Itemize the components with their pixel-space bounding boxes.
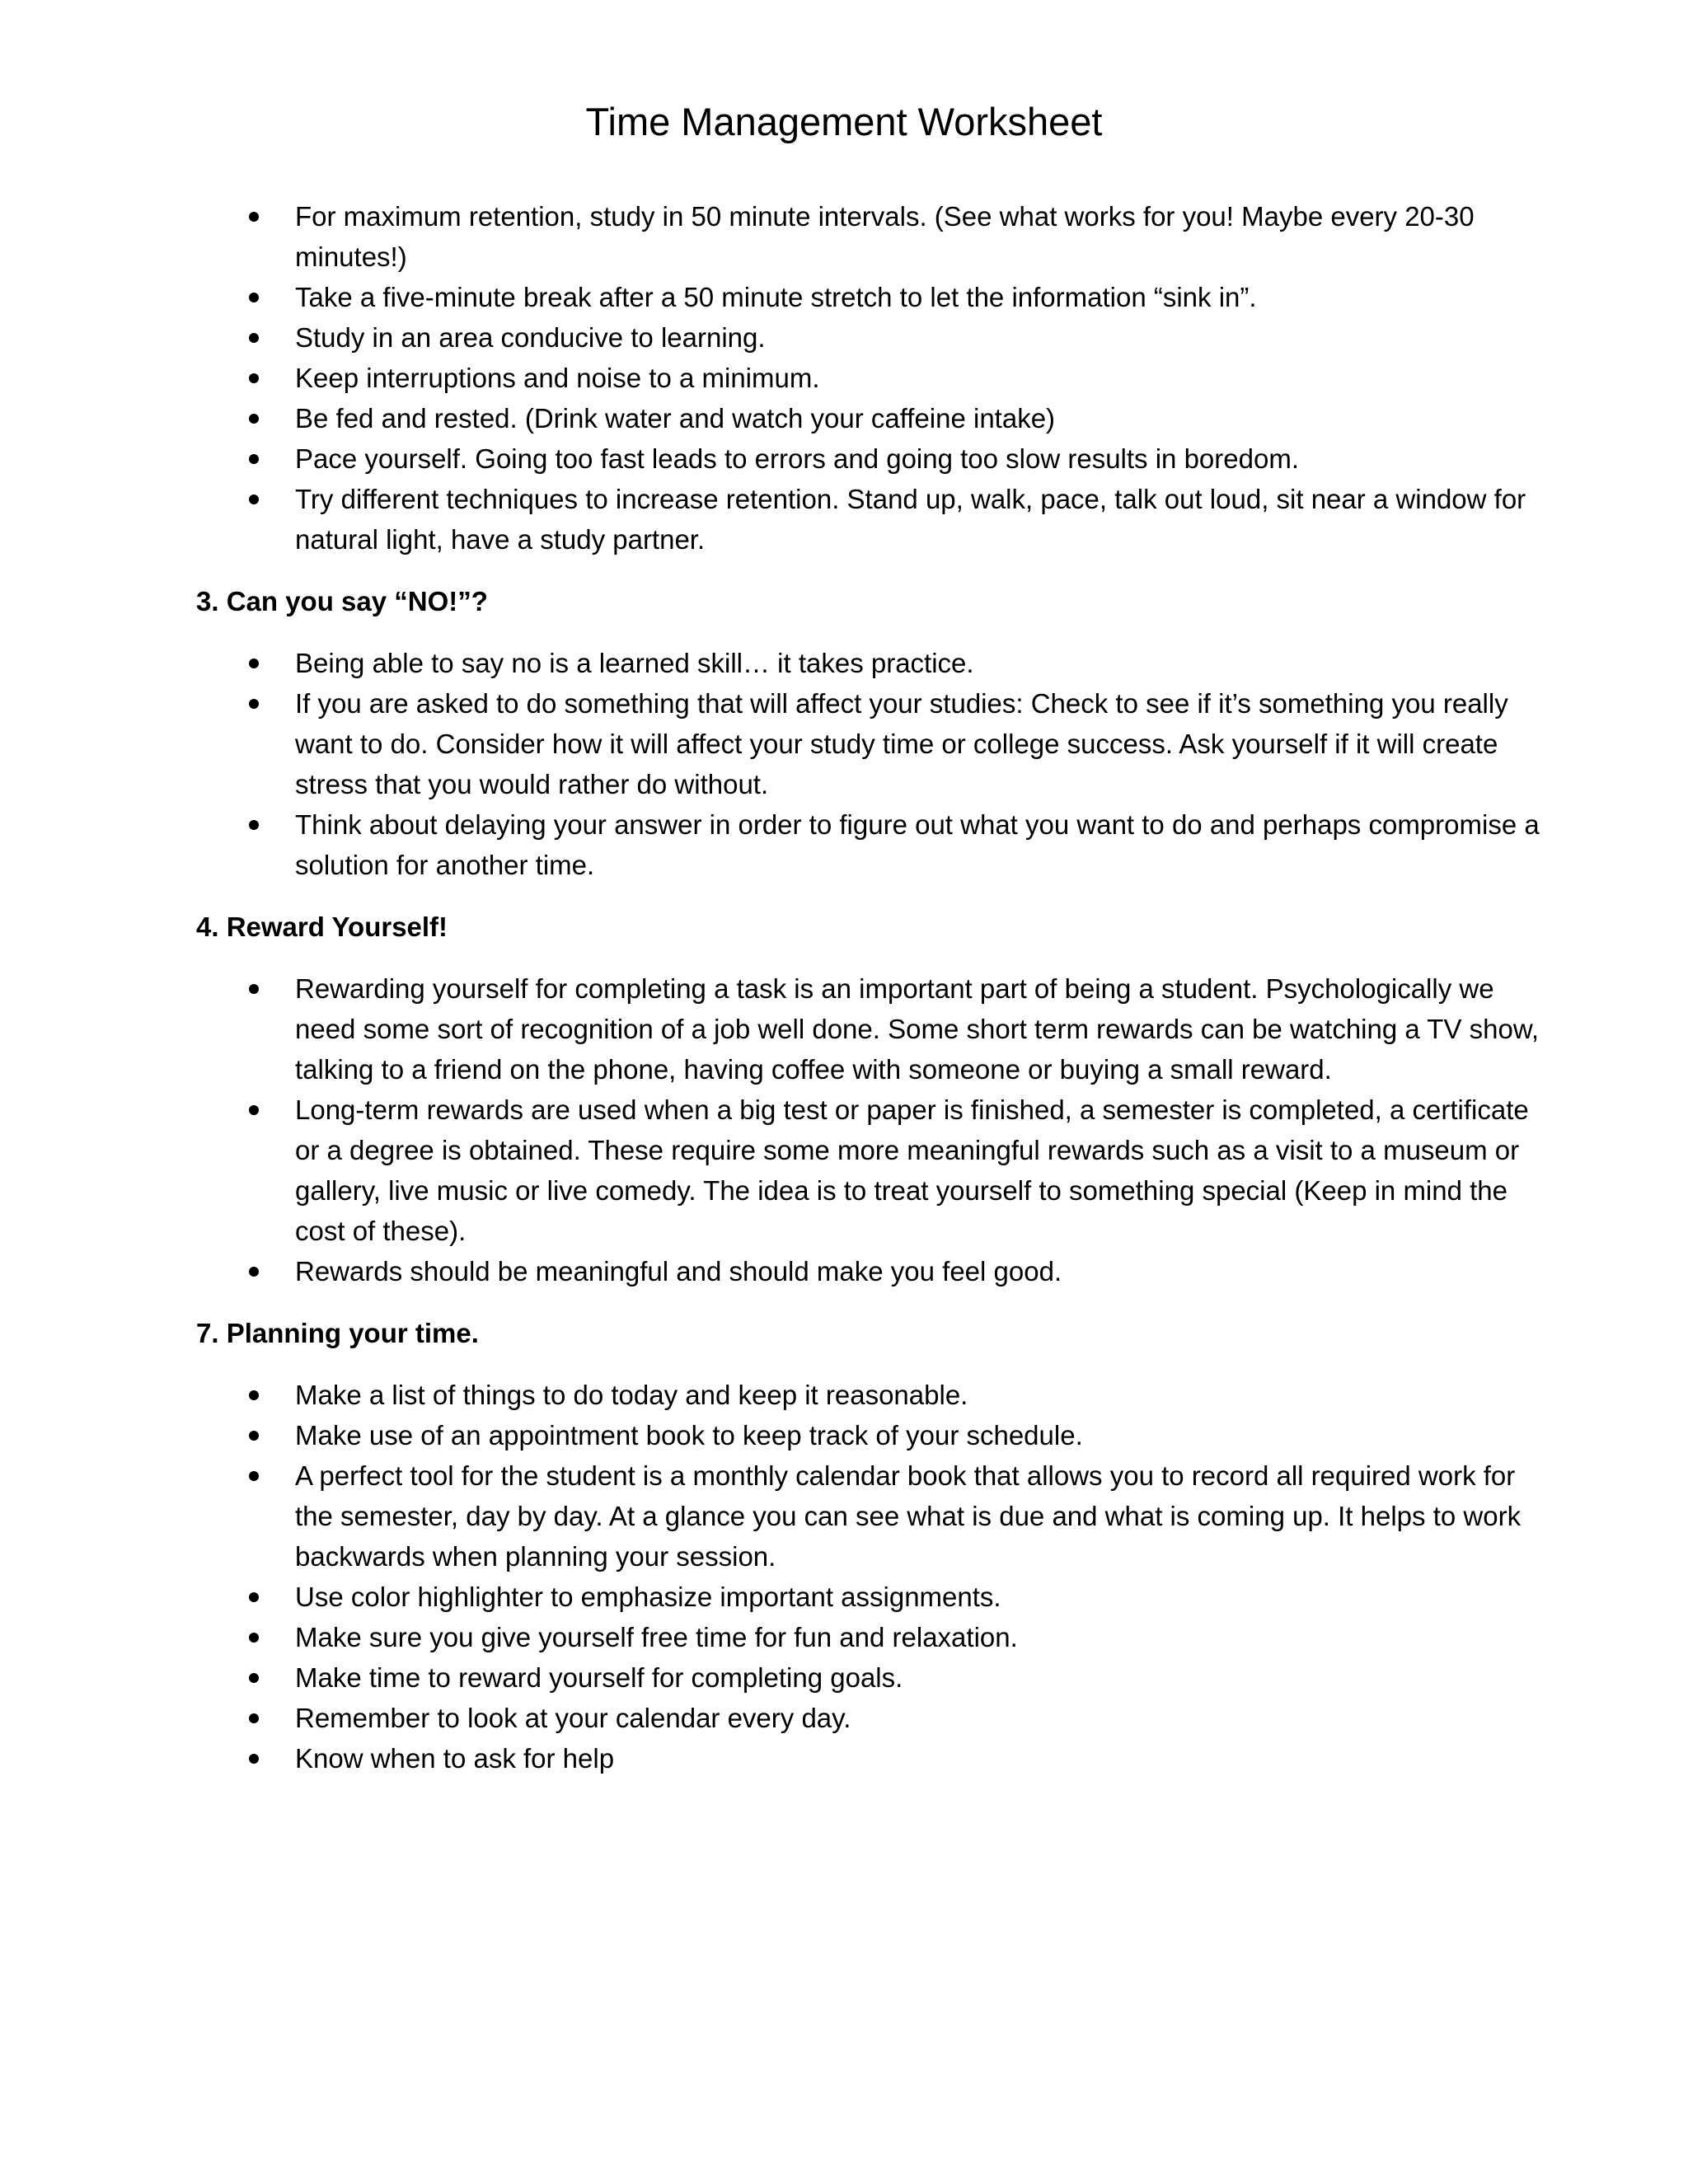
list-item-text: Keep interruptions and noise to a minimum. — [295, 363, 820, 393]
bullet-icon — [249, 333, 259, 343]
list-item — [196, 358, 1556, 398]
bullet-icon — [249, 699, 259, 709]
bullet-icon — [249, 454, 259, 464]
list-item — [196, 643, 1556, 683]
bullet-icon — [249, 1592, 259, 1602]
list-item — [196, 1617, 1556, 1657]
list-item-text: Be fed and rested. (Drink water and watch your caffeine intake) — [295, 403, 1056, 434]
list-item-text: If you are asked to do something that will affect your studies: Check to see if it’s something you really want to do. Consider how it will affect your study time or college success. Ask yourself if it will create stress that you would rather do without. — [295, 688, 1508, 799]
list-item — [196, 1251, 1556, 1291]
planning-bullet-list — [196, 1375, 1556, 1779]
bullet-icon — [249, 1754, 259, 1764]
list-item-text: Make sure you give yourself free time for fun and relaxation. — [295, 1622, 1018, 1652]
list-item-text: Know when to ask for help — [295, 1743, 615, 1774]
list-item — [196, 277, 1556, 317]
list-item — [196, 479, 1556, 560]
list-item — [196, 1455, 1556, 1577]
bullet-icon — [249, 494, 259, 504]
list-item-text: Try different techniques to increase retention. Stand up, walk, pace, talk out loud, sit near a window for natural light, have a study partner. — [295, 484, 1526, 555]
list-item-text: Pace yourself. Going too fast leads to errors and going too slow results in boredom. — [295, 443, 1299, 474]
list-item-text: Make use of an appointment book to keep track of your schedule. — [295, 1420, 1083, 1451]
list-item-text: Rewarding yourself for completing a task is an important part of being a student. Psychologically we need some sort of recognition of a job well done. Some short term rewards can be watching a TV show, talking to a friend on the phone, having coffee with someone or buying a small reward. — [295, 973, 1540, 1085]
list-item-text: Make time to reward yourself for completing goals. — [295, 1662, 903, 1693]
section-heading-planning-time: 7. Planning your time. — [196, 1318, 479, 1348]
list-item — [196, 1738, 1556, 1779]
list-item-text: A perfect tool for the student is a monthly calendar book that allows you to record all required work for the semester, day by day. At a glance you can see what is due and what is coming up. It helps to work backwards when planning your session. — [295, 1460, 1522, 1572]
bullet-icon — [249, 1713, 259, 1723]
list-item — [196, 1090, 1556, 1251]
list-item-text: For maximum retention, study in 50 minute intervals. (See what works for you! Maybe every 20-30 minutes!) — [295, 201, 1475, 272]
list-item-text: Long-term rewards are used when a big test or paper is finished, a semester is completed, a certificate or a degree is obtained. These require some more meaningful rewards such as a visit to a museum or gallery, live music or live comedy. The idea is to treat yourself to something special (Keep in mind the cost of these). — [295, 1094, 1529, 1246]
bullet-icon — [249, 1390, 259, 1400]
bullet-icon — [249, 1471, 259, 1481]
bullet-icon — [249, 293, 259, 302]
list-item-text: Think about delaying your answer in order to figure out what you want to do and perhaps compromise a solution for another time. — [295, 809, 1540, 880]
bullet-icon — [249, 1105, 259, 1115]
list-item — [196, 968, 1556, 1090]
list-item-text: Remember to look at your calendar every day. — [295, 1703, 851, 1733]
document-body — [196, 196, 1556, 1779]
section-heading-say-no: 3. Can you say “NO!”? — [196, 586, 488, 616]
bullet-icon — [249, 1633, 259, 1643]
intro-bullet-list — [196, 196, 1556, 560]
list-item — [196, 438, 1556, 479]
bullet-icon — [249, 414, 259, 424]
list-item-text: Rewards should be meaningful and should make you feel good. — [295, 1256, 1062, 1286]
bullet-icon — [249, 1267, 259, 1277]
list-item-text: Being able to say no is a learned skill… it takes practice. — [295, 648, 974, 678]
bullet-icon — [249, 658, 259, 668]
list-item — [196, 804, 1556, 885]
bullet-icon — [249, 984, 259, 994]
bullet-icon — [249, 212, 259, 222]
list-item-text: Make a list of things to do today and keep it reasonable. — [295, 1380, 968, 1410]
section-heading-reward-yourself: 4. Reward Yourself! — [196, 912, 448, 942]
list-item-text: Study in an area conducive to learning. — [295, 322, 766, 353]
bullet-icon — [249, 1673, 259, 1683]
bullet-icon — [249, 373, 259, 383]
list-item-text: Use color highlighter to emphasize important assignments. — [295, 1582, 1001, 1612]
list-item-text: Take a five-minute break after a 50 minute stretch to let the information “sink in”. — [295, 282, 1257, 312]
list-item — [196, 1577, 1556, 1617]
list-item — [196, 1375, 1556, 1415]
list-item — [196, 1415, 1556, 1455]
reward-bullet-list — [196, 968, 1556, 1291]
list-item — [196, 398, 1556, 438]
list-item — [196, 196, 1556, 277]
list-item — [196, 1657, 1556, 1698]
bullet-icon — [249, 820, 259, 830]
list-item — [196, 683, 1556, 804]
page-title: Time Management Worksheet — [585, 100, 1103, 143]
say-no-bullet-list — [196, 643, 1556, 885]
list-item — [196, 317, 1556, 358]
list-item — [196, 1698, 1556, 1738]
bullet-icon — [249, 1431, 259, 1441]
